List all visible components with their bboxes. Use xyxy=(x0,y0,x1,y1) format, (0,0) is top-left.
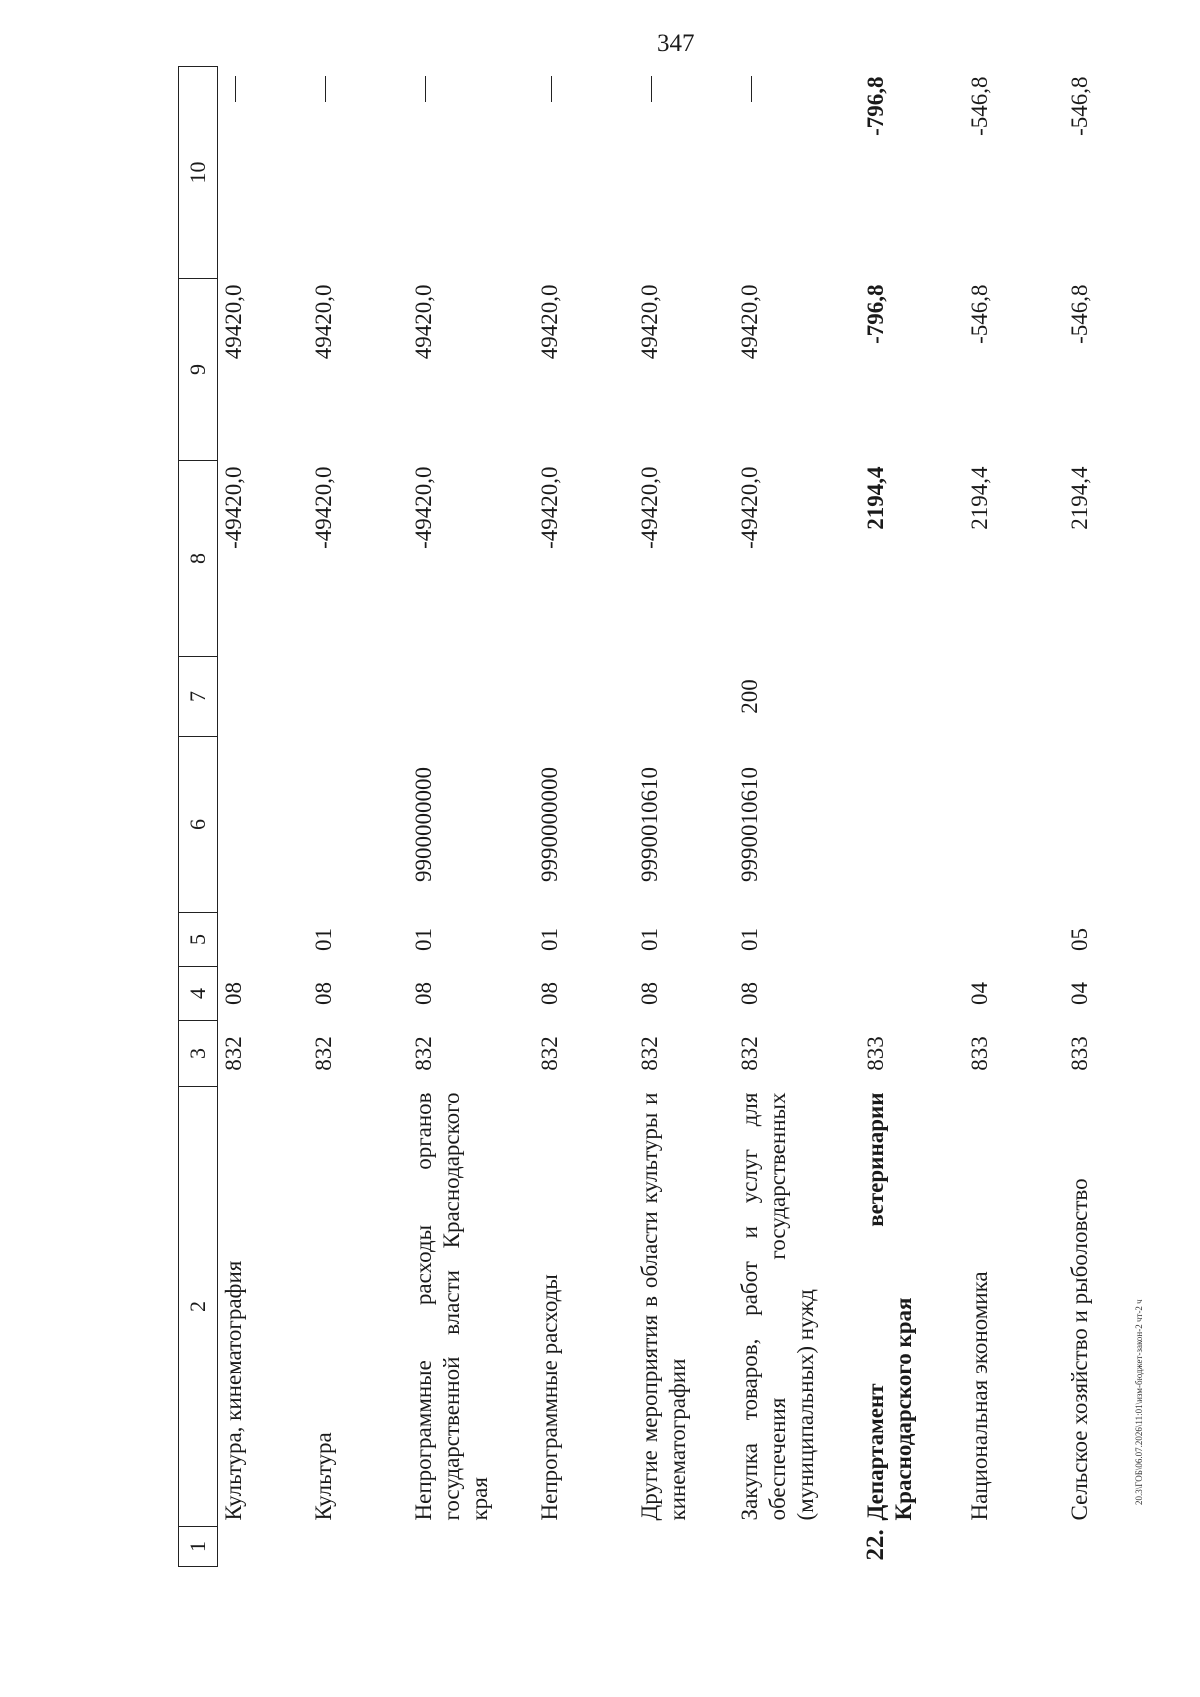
table-row xyxy=(858,67,962,1567)
row-name: Непрограммные расходы xyxy=(536,1274,562,1521)
cell-amount-col9: 49420,0 xyxy=(410,284,436,360)
header-col-10: 10 xyxy=(179,67,218,279)
row-number xyxy=(532,1527,632,1567)
cell-target-article: 9990010610 xyxy=(636,767,662,882)
row-number xyxy=(306,1527,406,1567)
cell-ved: 833 xyxy=(966,1036,992,1071)
cell-section: 04 xyxy=(1066,982,1092,1005)
header-col-1: 1 xyxy=(179,1527,218,1567)
dash-mark xyxy=(651,77,652,103)
cell-subsection: 05 xyxy=(1066,928,1092,951)
cell-amount-col9: 49420,0 xyxy=(310,284,336,360)
footer-stamp: 20.3\ГОБ\06.07.2026\11:01\изм-бюджет-закон-2 чт-2 ч xyxy=(1134,1299,1144,1505)
cell-ved: 832 xyxy=(636,1036,662,1071)
header-col-3: 3 xyxy=(179,1021,218,1087)
cell-ved: 832 xyxy=(536,1036,562,1071)
cell-amount-col9: 49420,0 xyxy=(536,284,562,360)
cell-target-article: 9900000000 xyxy=(410,767,436,882)
cell-section: 08 xyxy=(536,982,562,1005)
cell-amount-col8: -49420,0 xyxy=(310,466,336,549)
cell-ved: 832 xyxy=(310,1036,336,1071)
cell-target-article xyxy=(218,737,306,913)
dash-mark xyxy=(751,77,752,103)
cell-subsection: 01 xyxy=(410,928,436,951)
header-col-8: 8 xyxy=(179,461,218,657)
cell-target-article xyxy=(858,737,962,913)
cell-expense-type xyxy=(406,657,532,737)
cell-amount-col8: -49420,0 xyxy=(736,466,762,549)
row-name: Другие мероприятия в области культуры и кинематографии xyxy=(636,1092,690,1521)
table-row xyxy=(962,67,1062,1567)
header-row xyxy=(179,67,218,1567)
cell-ved: 832 xyxy=(736,1036,762,1071)
cell-subsection: 01 xyxy=(636,928,662,951)
row-name: Национальная экономика xyxy=(966,1271,992,1521)
cell-ved: 833 xyxy=(1066,1036,1092,1071)
row-number xyxy=(218,1527,306,1567)
cell-subsection xyxy=(218,913,306,967)
cell-section: 04 xyxy=(966,982,992,1005)
cell-ved: 833 xyxy=(862,1036,888,1071)
table-row xyxy=(532,67,632,1567)
cell-amount-col9: -546,8 xyxy=(966,284,992,344)
header-col-9: 9 xyxy=(179,279,218,461)
header-col-7: 7 xyxy=(179,657,218,737)
cell-expense-type xyxy=(532,657,632,737)
page-number: 347 xyxy=(657,30,695,57)
cell-amount-col8: 2194,4 xyxy=(966,466,992,530)
cell-amount-col10 xyxy=(632,67,732,279)
cell-target-article xyxy=(1062,737,1162,913)
cell-section: 08 xyxy=(636,982,662,1005)
table-row xyxy=(1062,67,1162,1567)
cell-subsection xyxy=(962,913,1062,967)
dash-mark xyxy=(325,77,326,103)
table-row xyxy=(632,67,732,1567)
cell-amount-col10 xyxy=(306,67,406,279)
row-number xyxy=(732,1527,858,1567)
cell-subsection: 01 xyxy=(736,928,762,951)
cell-amount-col9: 49420,0 xyxy=(636,284,662,360)
cell-expense-type xyxy=(1062,657,1162,737)
row-number xyxy=(632,1527,732,1567)
cell-expense-type xyxy=(858,657,962,737)
cell-amount-col8: -49420,0 xyxy=(536,466,562,549)
dash-mark xyxy=(551,77,552,103)
dash-mark xyxy=(235,77,236,103)
cell-amount-col10: -546,8 xyxy=(1066,76,1092,136)
cell-expense-type xyxy=(962,657,1062,737)
cell-amount-col9: -796,8 xyxy=(862,284,888,344)
budget-table xyxy=(178,66,1162,1567)
cell-amount-col8: 2194,4 xyxy=(862,466,888,530)
row-number xyxy=(962,1527,1062,1567)
cell-amount-col8: 2194,4 xyxy=(1066,466,1092,530)
cell-amount-col10 xyxy=(732,67,858,279)
cell-amount-col9: -546,8 xyxy=(1066,284,1092,344)
dash-mark xyxy=(425,77,426,103)
row-name: Культура, кинематография xyxy=(221,1260,246,1521)
table-row xyxy=(732,67,858,1567)
header-col-2: 2 xyxy=(179,1087,218,1527)
header-col-5: 5 xyxy=(179,913,218,967)
row-name: Закупка товаров, работ и услуг для обеспечения государственных (муниципальных) нужд xyxy=(736,1092,818,1521)
cell-target-article: 9990000000 xyxy=(536,767,562,882)
cell-amount-col9: 49420,0 xyxy=(736,284,762,360)
cell-amount-col10 xyxy=(218,67,306,279)
row-name: Культура xyxy=(310,1432,336,1521)
cell-section: 08 xyxy=(736,982,762,1005)
row-name: Непрограммные расходы органов государственной власти Краснодарского края xyxy=(410,1092,492,1521)
row-number xyxy=(406,1527,532,1567)
cell-section xyxy=(858,967,962,1021)
cell-expense-type xyxy=(218,657,306,737)
cell-target-article: 9990010610 xyxy=(736,767,762,882)
cell-amount-col8: -49420,0 xyxy=(636,466,662,549)
row-number: 22. xyxy=(861,1529,889,1561)
cell-amount-col9: 49420,0 xyxy=(221,284,246,360)
rotated-table-wrapper xyxy=(178,76,1092,1567)
table-row xyxy=(406,67,532,1567)
cell-subsection: 01 xyxy=(310,928,336,951)
header-col-4: 4 xyxy=(179,967,218,1021)
cell-expense-type: 200 xyxy=(736,679,762,714)
cell-amount-col10 xyxy=(532,67,632,279)
cell-amount-col10 xyxy=(406,67,532,279)
table-row xyxy=(218,67,306,1567)
cell-expense-type xyxy=(306,657,406,737)
row-name: Сельское хозяйство и рыболовство xyxy=(1066,1178,1092,1521)
cell-target-article xyxy=(306,737,406,913)
cell-subsection: 01 xyxy=(536,928,562,951)
header-col-6: 6 xyxy=(179,737,218,913)
cell-section: 08 xyxy=(310,982,336,1005)
cell-expense-type xyxy=(632,657,732,737)
cell-amount-col10: -546,8 xyxy=(966,76,992,136)
cell-section: 08 xyxy=(410,982,436,1005)
row-name: Департамент ветеринарии Краснодарского края xyxy=(862,1092,916,1521)
table-row xyxy=(306,67,406,1567)
cell-section: 08 xyxy=(221,982,246,1005)
cell-target-article xyxy=(962,737,1062,913)
cell-ved: 832 xyxy=(410,1036,436,1071)
row-number xyxy=(1062,1527,1162,1567)
cell-amount-col10: -796,8 xyxy=(862,76,888,136)
cell-ved: 832 xyxy=(221,1036,246,1071)
cell-amount-col8: -49420,0 xyxy=(410,466,436,549)
cell-subsection xyxy=(858,913,962,967)
cell-amount-col8: -49420,0 xyxy=(221,466,246,549)
